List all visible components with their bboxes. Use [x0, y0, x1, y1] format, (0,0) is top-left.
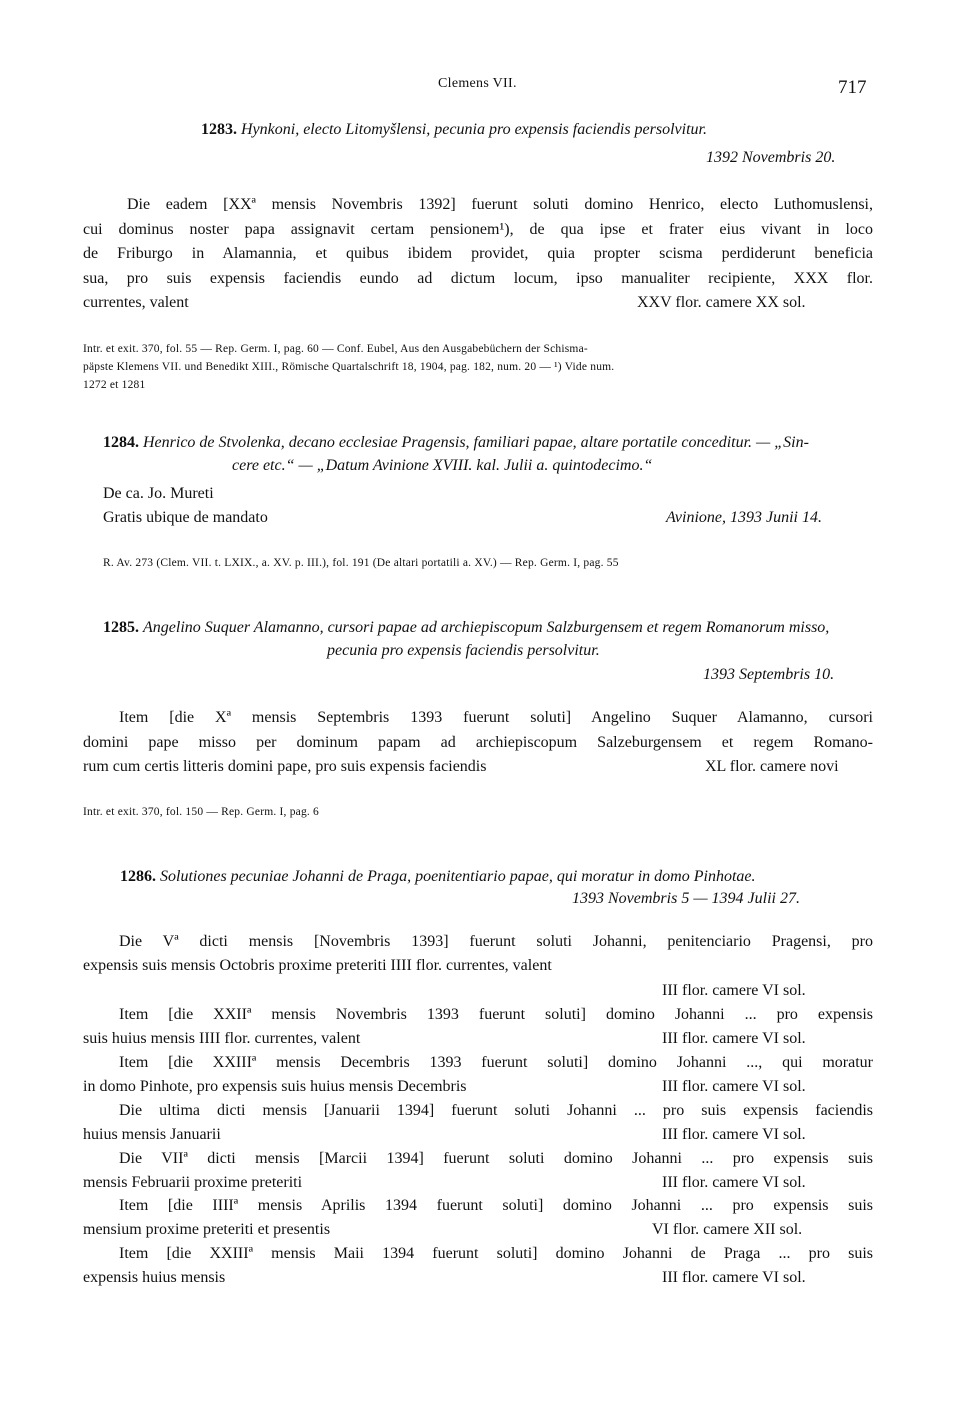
entry-1284-heading [103, 432, 809, 454]
text-line: currentes, valent [83, 294, 189, 311]
amount: III flor. camere VI sol. [662, 982, 806, 999]
text-line: mensis Februarii proxime preteriti [83, 1174, 303, 1191]
amount: III flor. camere VI sol. [662, 1126, 806, 1143]
entry-1286-heading [120, 866, 755, 888]
amount: XXV flor. camere XX sol. [637, 294, 806, 311]
text-line: huius mensis Januarii [83, 1126, 221, 1143]
amount: XL flor. camere novi [705, 758, 839, 775]
text-line: suis huius mensis IIII flor. currentes, valent [83, 1030, 361, 1047]
text-line: Item [die XXIIIª mensis Decembris 1393 fuerunt soluti] domino Johanni ..., qui moratur [119, 1054, 873, 1071]
text-line: cui dominus noster papa assignavit certam pensionem¹), de qua ipse et frater eius vivant in loco [83, 221, 873, 238]
amount: III flor. camere VI sol. [662, 1174, 806, 1191]
text-line: sua, pro suis expensis faciendis eundo ad dictum locum, ipso manualiter recipiente, XXX flor. [83, 270, 873, 287]
text-line: Gratis ubique de mandato [103, 509, 268, 526]
entry-date: Avinione, 1393 Junii 14. [666, 509, 822, 526]
entry-number: 1284. [103, 434, 139, 451]
text-line: Die ultima dicti mensis [Januarii 1394] fuerunt soluti Johanni ... pro suis expensis faciendis [119, 1102, 873, 1119]
entry-number: 1283. [201, 121, 237, 138]
entry-date: 1393 Novembris 5 — 1394 Julii 27. [572, 890, 800, 907]
entry-date: 1392 Novembris 20. [706, 149, 836, 166]
entry-title: Angelino Suquer Alamanno, cursori papae ad archiepiscopum Salzburgensem et regem Romanorum misso, [143, 619, 830, 636]
amount: III flor. camere VI sol. [662, 1078, 806, 1095]
entry-title-cont: cere etc.“ — „Datum Avinione XVIII. kal. Julii a. quintodecimo.“ [232, 457, 653, 474]
text-line: Die VIIª dicti mensis [Marcii 1394] fuerunt soluti domino Johanni ... pro expensis suis [119, 1150, 873, 1167]
footnote-line: 1272 et 1281 [83, 379, 146, 391]
text-line: Die Vª dicti mensis [Novembris 1393] fuerunt soluti Johanni, penitenciario Pragensi, pro [119, 933, 873, 950]
entry-title: Solutiones pecuniae Johanni de Praga, poenitentiario papae, qui moratur in domo Pinhotae. [160, 868, 756, 885]
footnote-line: R. Av. 273 (Clem. VII. t. LXIX., a. XV. p. III.), fol. 191 (De altari portatili a. XV.) — Rep. Germ. I, pag. 55 [103, 557, 619, 569]
entry-1285-heading [103, 617, 829, 639]
text-line: expensis suis mensis Octobris proxime preteriti IIII flor. currentes, valent [83, 957, 552, 974]
footnote-line: päpste Klemens VII. und Benedikt XIII., Römische Quartalschrift 18, 1904, pag. 182, num. 20 — ¹) Vide num. [83, 361, 615, 373]
text-line: De ca. Jo. Mureti [103, 485, 214, 502]
footnote-line: Intr. et exit. 370, fol. 150 — Rep. Germ. I, pag. 6 [83, 806, 320, 818]
entry-title: Henrico de Stvolenka, decano ecclesiae Pragensis, familiari papae, altare portatile conceditur. — „Sin- [143, 434, 809, 451]
amount: III flor. camere VI sol. [662, 1030, 806, 1047]
text-line: de Friburgo in Alamannia, et quibus ibidem providet, quia propter scisma perdiderunt beneficia [83, 245, 873, 262]
entry-title: Hynkoni, electo Litomyšlensi, pecunia pro expensis faciendis persolvitur. [241, 121, 707, 138]
text-line: expensis huius mensis [83, 1269, 226, 1286]
text-line: in domo Pinhote, pro expensis suis huius mensis Decembris [83, 1078, 467, 1095]
amount: III flor. camere VI sol. [662, 1269, 806, 1286]
text-line: Item [die XXIIIª mensis Maii 1394 fuerunt soluti] domino Johanni de Praga ... pro suis [119, 1245, 873, 1262]
text-line: domini pape misso per dominum papam ad archiepiscopum Salzeburgensem et regem Romano- [83, 734, 873, 751]
entry-number: 1285. [103, 619, 139, 636]
footnote-line: Intr. et exit. 370, fol. 55 — Rep. Germ. I, pag. 60 — Conf. Eubel, Aus den Ausgabebüchern der Schisma- [83, 343, 588, 355]
entry-date: 1393 Septembris 10. [703, 666, 835, 683]
entry-1283-heading [201, 119, 707, 141]
text-line: rum cum certis litteris domini pape, pro suis expensis faciendis [83, 758, 487, 775]
entry-title-cont: pecunia pro expensis faciendis persolvitur. [327, 642, 600, 659]
text-line: Item [die IIIIª mensis Aprilis 1394 fuerunt soluti] domino Johanni ... pro expensis suis [119, 1197, 873, 1214]
entry-number: 1286. [120, 868, 156, 885]
text-line: Die eadem [XXª mensis Novembris 1392] fuerunt soluti domino Henrico, electo Luthomuslensi, [127, 196, 873, 213]
page-number: 717 [838, 77, 867, 98]
text-line: mensium proxime preteriti et presentis [83, 1221, 331, 1238]
amount: VI flor. camere XII sol. [652, 1221, 803, 1238]
running-title: Clemens VII. [438, 76, 517, 91]
text-line: Item [die XXIIª mensis Novembris 1393 fuerunt soluti] domino Johanni ... pro expensis [119, 1006, 873, 1023]
text-line: Item [die Xª mensis Septembris 1393 fuerunt soluti] Angelino Suquer Alamanno, cursori [119, 709, 873, 726]
